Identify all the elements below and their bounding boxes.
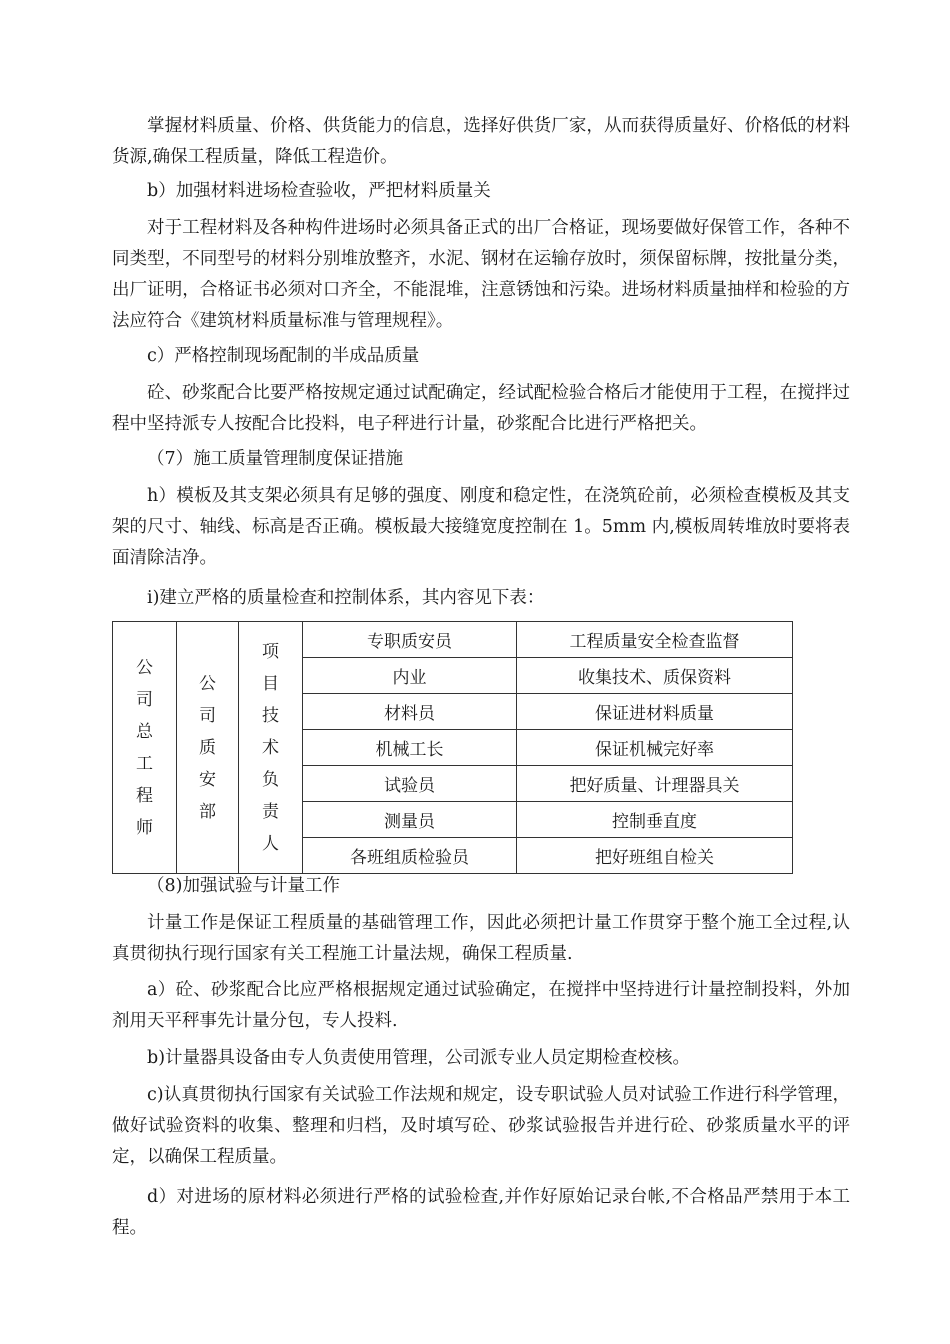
paragraph-d-raw-materials: d）对进场的原材料必须进行严格的试验检查,并作好原始记录台帐,不合格品严禁用于本工程。	[112, 1187, 850, 1238]
cell-duty: 控制垂直度	[517, 802, 793, 838]
paragraph-c-test-management: c)认真贯彻执行国家有关试验工作法规和规定，设专职试验人员对试验工作进行科学管理，做好试验资料的收集、整理和归档，及时填写砼、砂浆试验报告并进行砼、砂浆质量水平的评定，以确保工程质量。	[112, 1085, 850, 1167]
cell-role: 材料员	[303, 694, 517, 730]
cell-role: 试验员	[303, 766, 517, 802]
cell-role: 测量员	[303, 802, 517, 838]
cell-chief-engineer: 公 司 总 工 程 师	[113, 622, 177, 874]
cell-project-tech-lead: 项 目 技 术 负 责 人	[239, 622, 303, 874]
heading-7-management: （7）施工质量管理制度保证措施	[147, 449, 404, 469]
cell-role: 机械工长	[303, 730, 517, 766]
table-row	[113, 622, 793, 658]
cell-quality-safety-dept: 公 司 质 安 部	[177, 622, 239, 874]
heading-c-semi-finished: c）严格控制现场配制的半成品质量	[147, 346, 420, 366]
heading-b-inspection: b）加强材料进场检查验收，严把材料质量关	[147, 181, 491, 201]
paragraph-mix-ratio: 砼、砂浆配合比要严格按规定通过试配确定，经试配检验合格后才能使用于工程，在搅拌过程中坚持派专人按配合比投料，电子秤进行计量，砂浆配合比进行严格把关。	[112, 383, 850, 434]
cell-duty: 保证进材料质量	[517, 694, 793, 730]
cell-duty: 把好班组自检关	[517, 838, 793, 874]
cell-role: 专职质安员	[303, 622, 517, 658]
paragraph-h-formwork: h）模板及其支架必须具有足够的强度、刚度和稳定性，在浇筑砼前，必须检查模板及其支架的尺寸、轴线、标高是否正确。模板最大接缝宽度控制在 1。5mm 内,模板周转堆放时要将表面清除洁净。	[112, 486, 850, 568]
quality-control-table	[112, 621, 793, 874]
paragraph-material-storage: 对于工程材料及各种构件进场时必须具备正式的出厂合格证，现场要做好保管工作，各种不同类型，不同型号的材料分别堆放整齐，水泥、钢材在运输存放时，须保留标牌，按批量分类，出厂证明，合格证书必须对口齐全，不能混堆，注意锈蚀和污染。进场材料质量抽样和检验的方法应符合《建筑材料质量标准与管理规程》。	[112, 218, 850, 331]
heading-8-testing: （8)加强试验与计量工作	[147, 876, 340, 896]
paragraph-i-system: i)建立严格的质量检查和控制体系，其内容见下表：	[147, 588, 545, 608]
paragraph-metrology-basis: 计量工作是保证工程质量的基础管理工作，因此必须把计量工作贯穿于整个施工全过程,认真贯彻执行现行国家有关工程施工计量法规，确保工程质量.	[112, 913, 850, 964]
paragraph-b-instruments: b)计量器具设备由专人负责使用管理，公司派专业人员定期检查校核。	[147, 1048, 691, 1068]
cell-duty: 保证机械完好率	[517, 730, 793, 766]
paragraph-material-sourcing: 掌握材料质量、价格、供货能力的信息，选择好供货厂家，从而获得质量好、价格低的材料货源,确保工程质量，降低工程造价。	[112, 116, 850, 167]
cell-role: 各班组质检验员	[303, 838, 517, 874]
cell-role: 内业	[303, 658, 517, 694]
cell-duty: 收集技术、质保资料	[517, 658, 793, 694]
cell-duty: 把好质量、计理器具关	[517, 766, 793, 802]
paragraph-a-mix-metering: a）砼、砂浆配合比应严格根据规定通过试验确定，在搅拌中坚持进行计量控制投料，外加剂用天平秤事先计量分包，专人投料.	[112, 980, 850, 1031]
cell-duty: 工程质量安全检查监督	[517, 622, 793, 658]
